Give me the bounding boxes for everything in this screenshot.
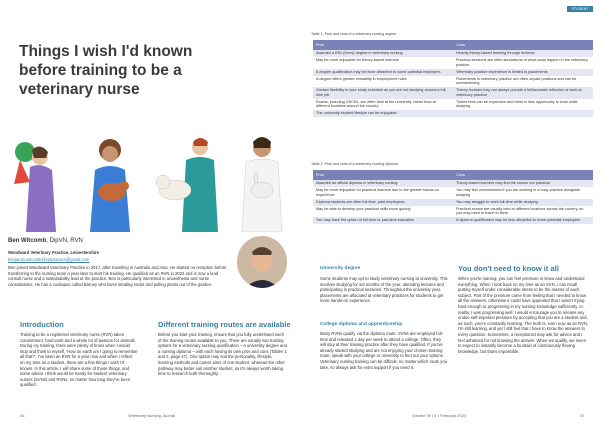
table-row: [313, 57, 593, 69]
table-row: [313, 99, 593, 111]
pros-cell: Awarded an official diploma in veterinary nursing: [313, 180, 453, 187]
cons-cell: Practical exams are usually held at different locations across the country, so you may need to travel to them: [453, 206, 593, 218]
nurse-cat-figure: [90, 139, 130, 232]
author-name: Ben Witcomb, DipVN, RVN: [8, 238, 83, 244]
table-row: [313, 87, 593, 99]
table-row: [313, 180, 593, 187]
table-row: [313, 206, 593, 218]
page-number-left: 46: [20, 413, 25, 418]
table1: [313, 40, 593, 117]
table-row: [313, 69, 593, 76]
pros-cell: Awarded a BSc (Hons) degree in veterinary nursing: [313, 50, 453, 57]
author-email-link[interactable]: benjamin.witcomb@vetpractice@gmail.com: [8, 257, 90, 262]
cons-cell: Placements in veterinary practice are often unpaid positions and can be overwhelming: [453, 76, 593, 88]
cons-cell: A diploma qualification may be less attractive to some potential employers: [453, 217, 593, 224]
uni-heading: University degree: [320, 266, 361, 271]
pros-cell: May be able to develop your practical skills more quickly: [313, 206, 453, 218]
cons-cell: [453, 110, 593, 117]
article-title: Things I wish I'd known before training to be a veterinary nurse: [19, 43, 193, 98]
author-photo: [237, 236, 287, 288]
author-bio: Ben joined Woodward Veterinary Practice in 2017, after travelling in Australia and Asia. He started on reception before transferring to the nursing team a year later to start his training. He qualified as an RVN in 2022 and is now a lead consult nurse and a sustainability lead at the practice. Ben is particularly interested in anaesthesia and nurse consultations. He has a cockapoo called Barney who loves stealing socks and pulling plants out of the garden.: [8, 265, 227, 287]
routes-heading: Different training routes are available: [158, 320, 291, 329]
cons-cell: Theory lectures may not always provide a full/accurate reflection of work at veterinary practice: [453, 87, 593, 99]
parrot-figure: [14, 142, 56, 232]
table1-caption: Table 1. Pros and cons of a veterinary nursing degree: [311, 32, 397, 36]
cons-cell: You may feel overwhelmed if you are working in a busy practice alongside studying: [453, 187, 593, 199]
issue-info: Volume 39 | 5 • February 2024: [412, 413, 467, 418]
cons-cell: Theory-based learners may find the course too practical: [453, 180, 593, 187]
pros-cell: May be more enjoyable for practical learners due to the greater hands-on experience: [313, 187, 453, 199]
college-heading: College diploma and apprenticeship: [320, 322, 403, 327]
intro-text: Training to be a registered veterinary nurse (RVN) takes commitment, hard work and a whole lot of passion for animals. During my training, there were plenty of times when I would stop and think to myself, 'How on earth am I going to remember all that?'. I've been an RVN for a year now and when I reflect on my time as a student, there are a few things I wish I'd known. In this article, I will share some of those things, and some advice I think would be handy for student veterinary nurses (SVNs) and RVNs, no matter how long they've been qualified.: [20, 332, 138, 388]
intro-heading: Introduction: [20, 320, 64, 329]
journal-name: Veterinary Nursing Journal: [128, 413, 176, 418]
table-row: [313, 217, 593, 224]
table2: [313, 170, 593, 224]
table-row: [313, 187, 593, 199]
author-affiliation: Woodward Veterinary Practice, Leicestershire: [8, 250, 99, 255]
know-heading: You don't need to know it all: [458, 264, 559, 273]
vet-dog-figure: [156, 138, 218, 232]
college-text: Many RVNs qualify via the diploma route. SVNs are employed full-time and released 1 day per week to attend a college. Often, they will stay at their training practice after they have qualified. If you've already started studying and are not enjoying your chosen training route, speak with your college or university to find out your options. Veterinary nursing training can be difficult, no matter which route you take, so always ask for extra support if you need it.: [320, 331, 448, 370]
article-illustration: [0, 112, 300, 232]
table2-caption: Table 2. Pros and cons of a veterinary nursing diploma: [311, 162, 398, 166]
cons-cell: You may struggle to work full-time while studying: [453, 199, 593, 206]
page-number-right: 47: [580, 413, 585, 418]
table2-header-cons: Cons: [453, 170, 593, 180]
pros-cell: The university student lifestyle can be enjoyable: [313, 110, 453, 117]
nurse-rabbit-figure: [242, 137, 282, 232]
pros-cell: You may have the option of full-time or part-time education: [313, 217, 453, 224]
table1-header-cons: Cons: [453, 40, 593, 50]
table-row: [313, 76, 593, 88]
pros-cell: Exams, including OSCEs, are often held at the university, rather than at different locations around the country: [313, 99, 453, 111]
section-badge: STUDENT: [567, 6, 593, 12]
table1-header-pros: Pros: [313, 40, 453, 50]
cons-cell: Heavily theory-based learning through lectures: [453, 50, 593, 57]
pros-cell: A degree qualification may be more attractive to some potential employers: [313, 69, 453, 76]
pros-cell: Greater flexibility in your study schedule as you are not studying around a full-time job: [313, 87, 453, 99]
table-row: [313, 110, 593, 117]
table-row: [313, 50, 593, 57]
cons-cell: Tuition fees can be expensive and there is less opportunity to work while studying: [453, 99, 593, 111]
cons-cell: Veterinary practice experience is limited to placements: [453, 69, 593, 76]
routes-text: Before you start your training, ensure that you fully understand each of the training routes available to you. There are usually two training options for a veterinary nursing qualification – a university degree and a nursing diploma – with each having its own pros and cons (Tables 1 and 2, page 47). One option may suit the personality, lifestyle, learning methods and career aims of one student, whereas the other pathway may better suit another student, so it's always worth taking time to research both thoroughly.: [158, 332, 287, 377]
table2-header-pros: Pros: [313, 170, 453, 180]
know-text: When you're training, you can feel pressure to know and understand everything. When I look back on my time as an SVN, I can recall putting myself under considerable stress to be the master of each subject. Part of the pressure came from feeling that I needed to know all the answers, otherwise it could have appeared that I wasn't trying hard enough or progressing in my nursing knowledge sufficiently. In reality, I was progressing well. I would encourage you to release any undue self-imposed pressure by accepting that you are a student and, as such, you're constantly learning. The truth is, even now as an RVN, I'm still learning, and yet I still feel that I have to know the answers to every question. Sometimes, a receptionist may ask for advice and I feel ashamed for not knowing the answer. When we qualify, we seem to expect to instantly become a fountain of continuously flowing knowledge, but that's impossible.: [458, 276, 589, 354]
pros-cell: May be more enjoyable for theory-based learners: [313, 57, 453, 69]
cons-cell: Practical sessions are often simulations of what could happen in the veterinary practice: [453, 57, 593, 69]
pros-cell: Diploma students are often full-time, paid employees: [313, 199, 453, 206]
table-row: [313, 199, 593, 206]
uni-text: Some students may opt to study veterinary nursing at university. This involves studying for set months of the year, attending lectures and participating in practical sessions. Throughout the university year, placements are allocated at veterinary practices for students to get more hands-on experience.: [320, 276, 448, 304]
pros-cell: A degree offers greater versatility in employment roles: [313, 76, 453, 88]
